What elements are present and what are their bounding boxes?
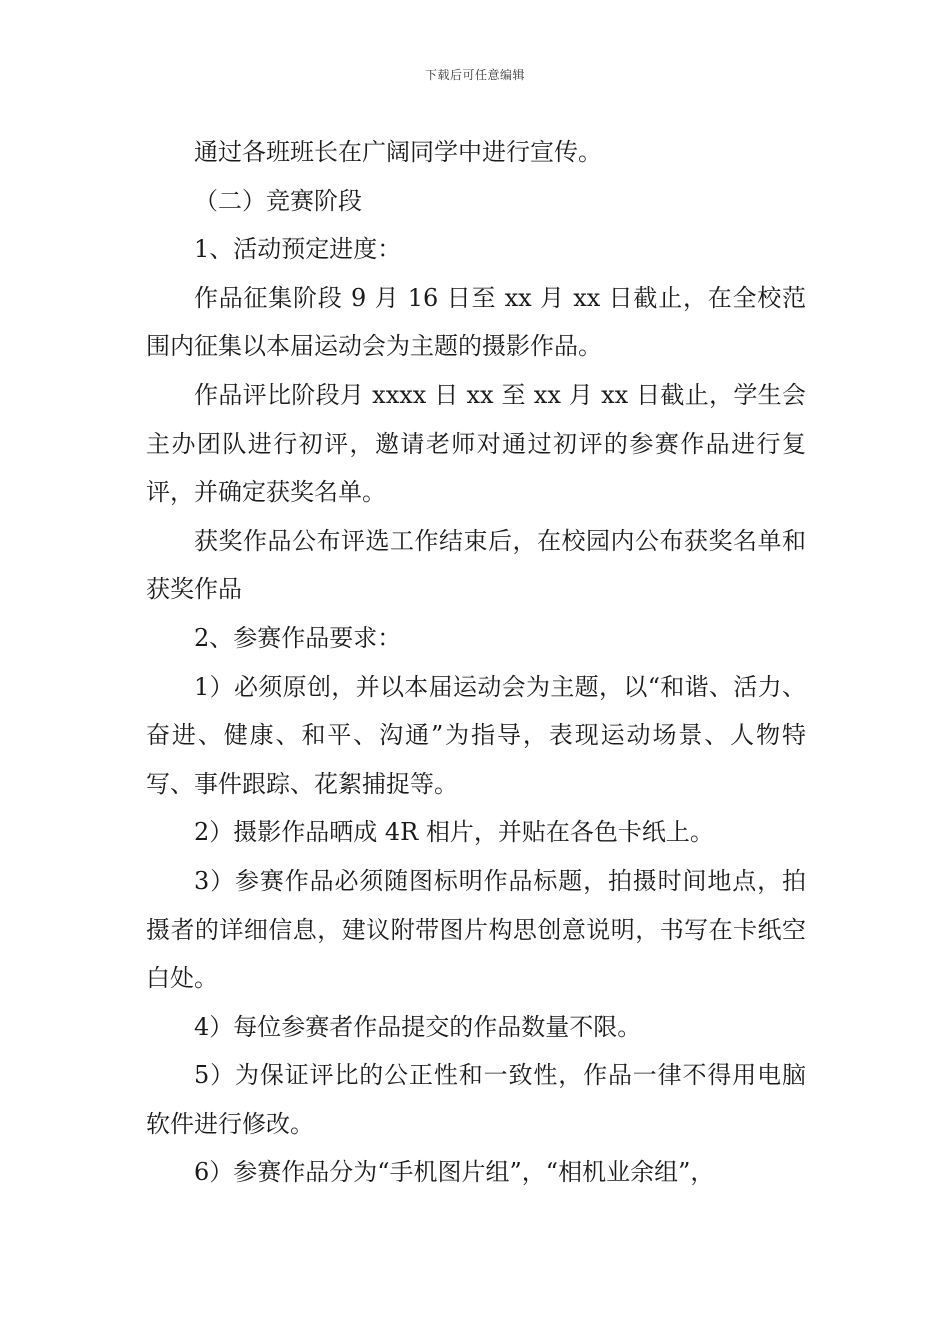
subheading-requirements: 2、参赛作品要求： [194,623,402,652]
paragraph-judging-stage: 作品评比阶段月 xxxx 日 xx 至 xx 月 xx 日截止，学生会主办团队进行初评，邀请老师对通过初评的参赛作品进行复评，并确定获奖名单。 [146,380,806,507]
requirement-3: 3）参赛作品必须随图标明作品标题，拍摄时间地点，拍摄者的详细信息，建议附带图片构思创意说明，书写在卡纸空白处。 [146,866,806,993]
paragraph-promotion: 通过各班班长在广阔同学中进行宣传。 [194,138,602,166]
requirement-1: 1）必须原创，并以本届运动会为主题，以“和谐、活力、奋进、健康、和平、沟通”为指导，表现运动场景、人物特写、事件跟踪、花絮捕捉等。 [146,672,806,798]
page-header: 下载后可任意编辑 [424,68,525,82]
requirement-5: 5）为保证评比的公正性和一致性，作品一律不得用电脑软件进行修改。 [146,1061,806,1138]
paragraph-announcement: 获奖作品公布评选工作结束后，在校园内公布获奖名单和获奖作品 [146,526,806,604]
paragraph-collection-stage: 作品征集阶段 9 月 16 日至 xx 月 xx 日截止，在全校范围内征集以本届运动会为主题的摄影作品。 [146,283,806,361]
requirement-4: 4）每位参赛者作品提交的作品数量不限。 [194,1012,642,1041]
requirement-2: 2）摄影作品晒成 4R 相片，并贴在各色卡纸上。 [194,818,714,847]
requirement-6: 6）参赛作品分为“手机图片组”，“相机业余组”， [194,1158,715,1187]
section-heading-competition-stage: （二）竞赛阶段 [194,186,362,215]
subheading-schedule: 1、活动预定进度： [194,235,402,264]
document-body [146,128,806,1197]
